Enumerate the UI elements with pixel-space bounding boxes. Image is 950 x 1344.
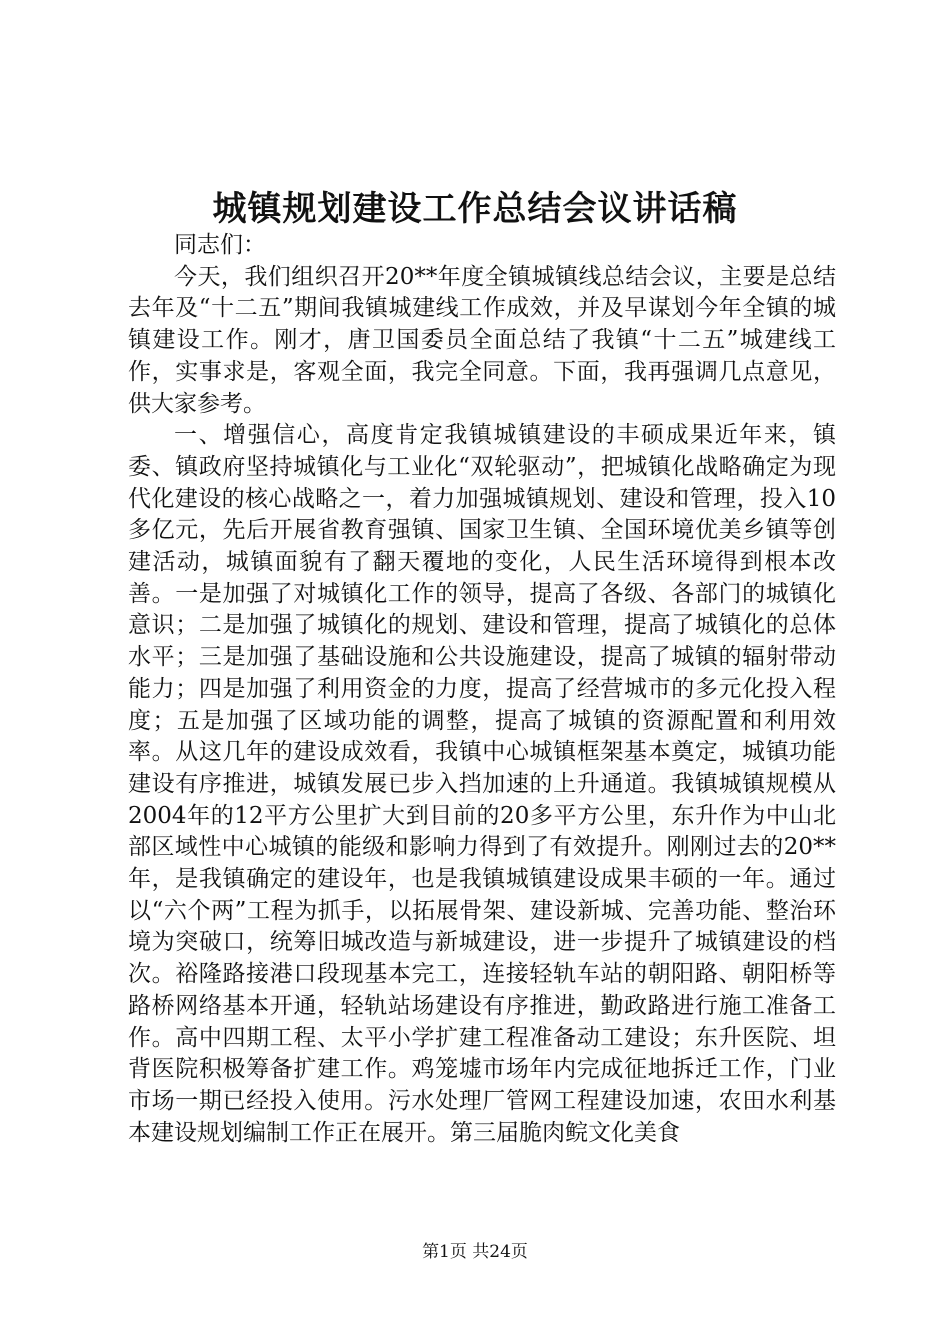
greeting-line: 同志们：	[174, 232, 266, 258]
paragraph-section-one: 一、增强信心，高度肯定我镇城镇建设的丰硕成果近年来，镇委、镇政府坚持城镇化与工业化“双轮驱动”，把城镇化战略确定为现代化建设的核心战略之一，着力加强城镇规划、建设和管理，投入10多亿元，先后开展省教育强镇、国家卫生镇、全国环境优美乡镇等创建活动，城镇面貌有了翻天覆地的变化，人民生活环境得到根本改善。一是加强了对城镇化工作的领导，提高了各级、各部门的城镇化意识；二是加强了城镇化的规划、建设和管理，提高了城镇化的总体水平；三是加强了基础设施和公共设施建设，提高了城镇的辐射带动能力；四是加强了利用资金的力度，提高了经营城市的多元化投入程度；五是加强了区域功能的调整，提高了城镇的资源配置和利用效率。从这几年的建设成效看，我镇中心城镇框架基本奠定，城镇功能建设有序推进，城镇发展已步入挡加速的上升通道。我镇城镇规模从2004年的12平方公里扩大到目前的20多平方公里，东升作为中山北部区域性中心城镇的能级和影响力得到了有效提升。刚刚过去的20**年，是我镇确定的建设年，也是我镇城镇建设成果丰硕的一年。通过以“六个两”工程为抓手，以拓展骨架、建设新城、完善功能、整治环境为突破口，统筹旧城改造与新城建设，进一步提升了城镇建设的档次。裕隆路接港口段现基本完工，连接轻轨车站的朝阳路、朝阳桥等路桥网络基本开通，轻轨站场建设有序推进，勤政路进行施工准备工作。高中四期工程、太平小学扩建工程准备动工建设；东升医院、坦背医院积极筹备扩建工作。鸡笼墟市场年内完成征地拆迁工作，门业市场一期已经投入使用。污水处理厂管网工程建设加速，农田水利基本建设规划编制工作正在展开。第三届脆肉鲩文化美食	[128, 422, 836, 1146]
page-footer: 第1页 共24页	[422, 1242, 528, 1262]
paragraph-opening: 今天，我们组织召开20**年度全镇城镇线总结会议，主要是总结去年及“十二五”期间我镇城建线工作成效，并及早谋划今年全镇的城镇建设工作。刚才，唐卫国委员全面总结了我镇“十二五”城建线工作，实事求是，客观全面，我完全同意。下面，我再强调几点意见，供大家参考。	[128, 263, 836, 417]
document-body	[128, 230, 836, 1149]
document-title: 城镇规划建设工作总结会议讲话稿	[212, 189, 738, 229]
